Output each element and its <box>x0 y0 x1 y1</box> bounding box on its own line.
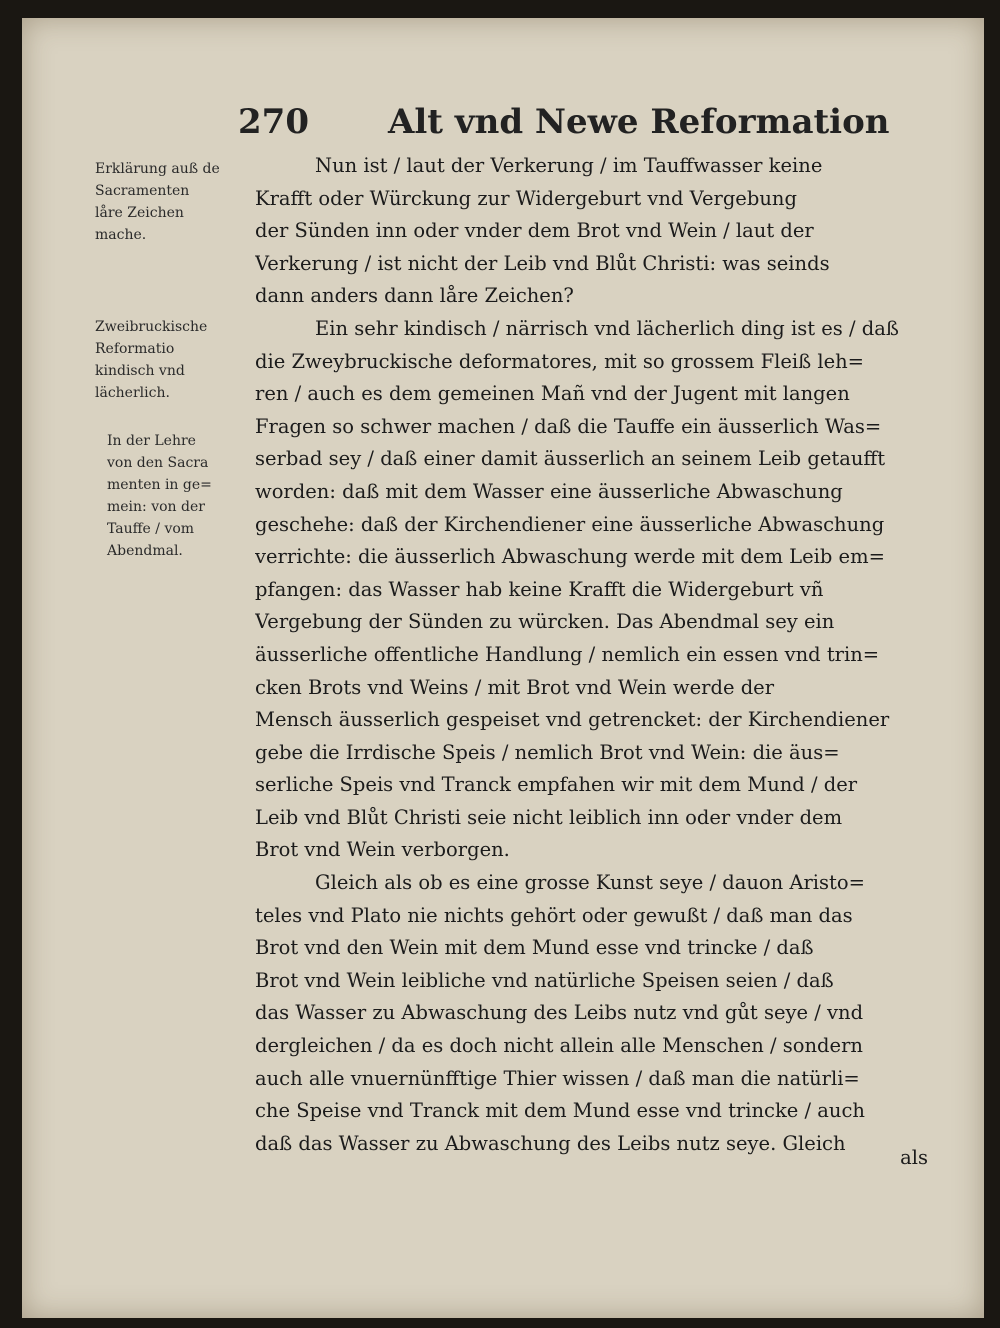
text-line: die Zweybruckische deformatores, mit so grossem Fleiß leh= <box>255 349 865 373</box>
text-line: dergleichen / da es doch nicht allein alle Menschen / sondern <box>255 1034 863 1058</box>
margin-note-line: Abendmal. <box>107 543 183 559</box>
text-line: teles vnd Plato nie nichts gehört oder gewußt / daß man das <box>255 903 853 927</box>
text-line: Mensch äusserlich gespeiset vnd getrencket: der Kirchendiener <box>255 708 890 732</box>
text-line: serbad sey / daß einer damit äusserlich an seinem Leib getaufft <box>255 447 886 471</box>
page-header <box>238 102 890 146</box>
paragraph <box>255 867 931 1160</box>
text-line: Vergebung der Sünden zu würcken. Das Abendmal sey ein <box>255 610 835 634</box>
text-line: der Sünden inn oder vnder dem Brot vnd Wein / laut der <box>255 219 814 243</box>
text-line: Brot vnd den Wein mit dem Mund esse vnd trincke / daß <box>255 936 814 960</box>
text-line: cken Brots vnd Weins / mit Brot vnd Wein werde der <box>255 675 775 699</box>
text-line: dann anders dann låre Zeichen? <box>255 284 574 308</box>
margin-note-line: menten in ge= <box>107 477 212 493</box>
margin-note <box>95 316 207 404</box>
text-line: geschehe: daß der Kirchendiener eine äusserliche Abwaschung <box>255 512 885 536</box>
text-line: Nun ist / laut der Verkerung / im Tauffwasser keine <box>315 154 823 177</box>
margin-note-line: Tauffe / vom <box>107 521 195 537</box>
margin-note-line: Erklärung auß de <box>95 161 220 177</box>
running-title: Alt vnd Newe Reformation <box>388 102 890 142</box>
margin-note-line: låre Zeichen <box>95 205 184 221</box>
margin-note-line: mein: von der <box>107 499 205 515</box>
margin-note-line: Sacramenten <box>95 183 190 199</box>
text-line: äusserliche offentliche Handlung / nemlich ein essen vnd trin= <box>255 642 880 666</box>
text-line: Verkerung / ist nicht der Leib vnd Blůt Christi: was seinds <box>255 251 830 275</box>
margin-note-line: mache. <box>95 227 147 243</box>
text-line: Leib vnd Blůt Christi seie nicht leiblich inn oder vnder dem <box>255 805 843 829</box>
text-line: pfangen: das Wasser hab keine Krafft die Widergeburt vñ <box>255 577 824 601</box>
text-line: Brot vnd Wein verborgen. <box>255 838 510 862</box>
margin-note <box>107 430 212 562</box>
text-line: Ein sehr kindisch / närrisch vnd lächerlich ding ist es / daß <box>315 316 899 340</box>
text-line: worden: daß mit dem Wasser eine äusserliche Abwaschung <box>255 479 843 503</box>
text-line: ren / auch es dem gemeinen Mañ vnd der Jugent mit langen <box>255 382 850 406</box>
paragraph <box>255 150 931 313</box>
margin-note-line: Reformatio <box>95 341 175 357</box>
catchword: als <box>900 1146 928 1169</box>
text-line: Brot vnd Wein leibliche vnd natürliche Speisen seien / daß <box>255 968 834 992</box>
margin-note-line: kindisch vnd <box>95 363 185 379</box>
page-number: 270 <box>238 102 309 142</box>
body-text <box>255 150 931 1160</box>
text-line: Krafft oder Würckung zur Widergeburt vnd Vergebung <box>255 186 797 210</box>
paragraph <box>255 313 931 867</box>
margin-note-line: Zweibruckische <box>95 319 208 335</box>
margin-note-line: von den Sacra <box>107 455 209 471</box>
text-line: auch alle vnuernünfftige Thier wissen / daß man die natürli= <box>255 1066 860 1090</box>
text-line: daß das Wasser zu Abwaschung des Leibs nutz seye. Gleich <box>255 1131 846 1155</box>
text-line: gebe die Irrdische Speis / nemlich Brot vnd Wein: die äus= <box>255 740 840 764</box>
margin-note-line: In der Lehre <box>107 433 196 449</box>
text-line: Gleich als ob es eine grosse Kunst seye / dauon Aristo= <box>315 871 865 895</box>
text-line: verrichte: die äusserlich Abwaschung werde mit dem Leib em= <box>255 545 885 569</box>
text-line: che Speise vnd Tranck mit dem Mund esse vnd trincke / auch <box>255 1099 865 1123</box>
text-line: das Wasser zu Abwaschung des Leibs nutz vnd gůt seye / vnd <box>255 1001 864 1025</box>
margin-note-line: lächerlich. <box>95 385 170 401</box>
margin-note <box>95 158 220 246</box>
text-line: Fragen so schwer machen / daß die Tauffe ein äusserlich Was= <box>255 414 882 438</box>
text-line: serliche Speis vnd Tranck empfahen wir mit dem Mund / der <box>255 773 858 797</box>
